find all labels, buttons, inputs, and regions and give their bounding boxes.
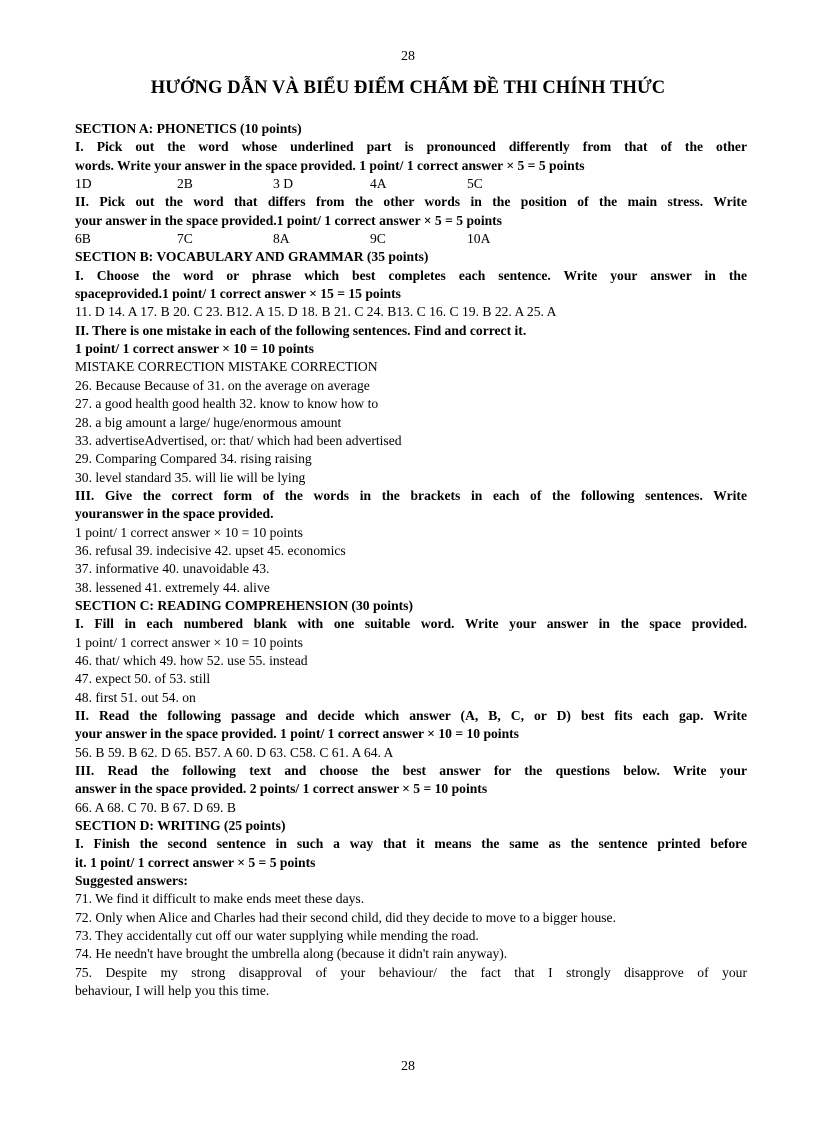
section-a-part2-answers [75,230,747,248]
answer-item: 8A [273,231,290,247]
suggested-answers-label: Suggested answers: [75,873,188,889]
correction-row: 28. a big amount a large/ huge/enormous amount [75,414,342,430]
section-a-part1-answers [75,175,747,193]
section-c-part3-answers: 66. A 68. C 70. B 67. D 69. B [75,799,236,815]
section-c-part2-instruction-1: II. Read the following passage and decide which answer (A, B, C, or D) best fits each gap. Write [75,708,747,723]
answer-item: 2B [177,176,193,192]
cloze-row: 47. expect 50. of 53. still [75,671,211,687]
answer-item: 4A [370,176,387,192]
section-d-part1-instruction-2: it. 1 point/ 1 correct answer × 5 = 5 points [75,854,316,870]
section-b-part2-instruction-1: II. There is one mistake in each of the following sentences. Find and correct it. [75,322,527,338]
correction-row: 33. advertiseAdvertised, or: that/ which had been advertised [75,432,402,448]
section-c-part3-instruction-2: answer in the space provided. 2 points/ 1 correct answer × 5 = 10 points [75,781,488,797]
mistake-correction-header: MISTAKE CORRECTION MISTAKE CORRECTION [75,359,378,375]
answer-item: 6B [75,231,91,247]
section-b-part1-instruction-2: spaceprovided.1 point/ 1 correct answer × 15 = 15 points [75,286,401,302]
section-b-part3-instruction-1: III. Give the correct form of the words in the brackets in each of the following sentences. Write [75,487,747,503]
page-number-top: 28 [401,49,415,64]
writing-answer-75-line-1: 75. Despite my strong disapproval of your behaviour/ the fact that I strongly disapprove of your [75,964,747,980]
section-b-part3-instruction-2: youranswer in the space provided. [75,506,274,522]
answer-item: 10A [467,231,491,247]
answer-item: 5C [467,176,483,192]
section-c-part3-instruction-1: III. Read the following text and choose the best answer for the questions below. Write your [75,763,747,779]
answer-item: 7C [177,231,193,247]
writing-answer: 72. Only when Alice and Charles had their second child, did they decide to move to a bigger house. [75,909,616,925]
cloze-row: 48. first 51. out 54. on [75,689,196,705]
section-c-part1-points: 1 point/ 1 correct answer × 10 = 10 points [75,634,303,650]
section-c-part2-instruction-2: your answer in the space provided. 1 point/ 1 correct answer × 10 = 10 points [75,726,519,742]
document-body [75,120,747,1001]
section-b-part1-instruction-1: I. Choose the word or phrase which best completes each sentence. Write your answer in the [75,267,747,283]
section-a-part1-instruction-1: I. Pick out the word whose underlined part is pronounced differently from that of the other [75,139,747,155]
answer-item: 1D [75,176,92,192]
writing-answer: 73. They accidentally cut off our water supplying while mending the road. [75,928,479,944]
writing-answer: 71. We find it difficult to make ends meet these days. [75,891,365,907]
word-form-row: 36. refusal 39. indecisive 42. upset 45. economics [75,542,346,558]
section-a-part1-instruction-2: words. Write your answer in the space provided. 1 point/ 1 correct answer × 5 = 5 points [75,157,585,173]
section-a-part2-instruction-1: II. Pick out the word that differs from the other words in the position of the main stress. Write [75,194,747,210]
section-d-part1-instruction-1: I. Finish the second sentence in such a way that it means the same as the sentence printed before [75,836,747,852]
cloze-row: 46. that/ which 49. how 52. use 55. instead [75,652,308,668]
correction-row: 26. Because Because of 31. on the average on average [75,377,370,393]
section-c-part2-answers: 56. B 59. B 62. D 65. B57. A 60. D 63. C58. C 61. A 64. A [75,744,394,760]
correction-row: 30. level standard 35. will lie will be lying [75,469,306,485]
section-a-part2-instruction-2: your answer in the space provided.1 point/ 1 correct answer × 5 = 5 points [75,212,502,228]
answer-item: 3 D [273,176,294,192]
correction-row: 29. Comparing Compared 34. rising raising [75,451,312,467]
section-a-heading: SECTION A: PHONETICS (10 points) [75,121,302,136]
page-number-bottom: 28 [401,1059,415,1074]
correction-row: 27. a good health good health 32. know to know how to [75,396,379,412]
page-title: HƯỚNG DẪN VÀ BIỂU ĐIỂM CHẤM ĐỀ THI CHÍNH THỨC [150,78,666,98]
answer-item: 9C [370,231,386,247]
section-b-part3-points: 1 point/ 1 correct answer × 10 = 10 points [75,524,303,540]
writing-answer: 74. He needn't have brought the umbrella along (because it didn't rain anyway). [75,946,508,962]
section-b-heading: SECTION B: VOCABULARY AND GRAMMAR (35 points) [75,249,429,265]
section-c-heading: SECTION C: READING COMPREHENSION (30 points) [75,597,413,613]
section-d-heading: SECTION D: WRITING (25 points) [75,818,286,834]
word-form-row: 37. informative 40. unavoidable 43. [75,561,270,577]
section-c-part1-instruction: I. Fill in each numbered blank with one suitable word. Write your answer in the space provided. [75,616,747,632]
section-b-part1-answers: 11. D 14. A 17. B 20. C 23. B12. A 15. D 18. B 21. C 24. B13. C 16. C 19. B 22. A 25. A [75,304,557,320]
writing-answer-75-line-2: behaviour, I will help you this time. [75,983,270,999]
word-form-row: 38. lessened 41. extremely 44. alive [75,579,270,595]
section-b-part2-instruction-2: 1 point/ 1 correct answer × 10 = 10 points [75,341,314,357]
